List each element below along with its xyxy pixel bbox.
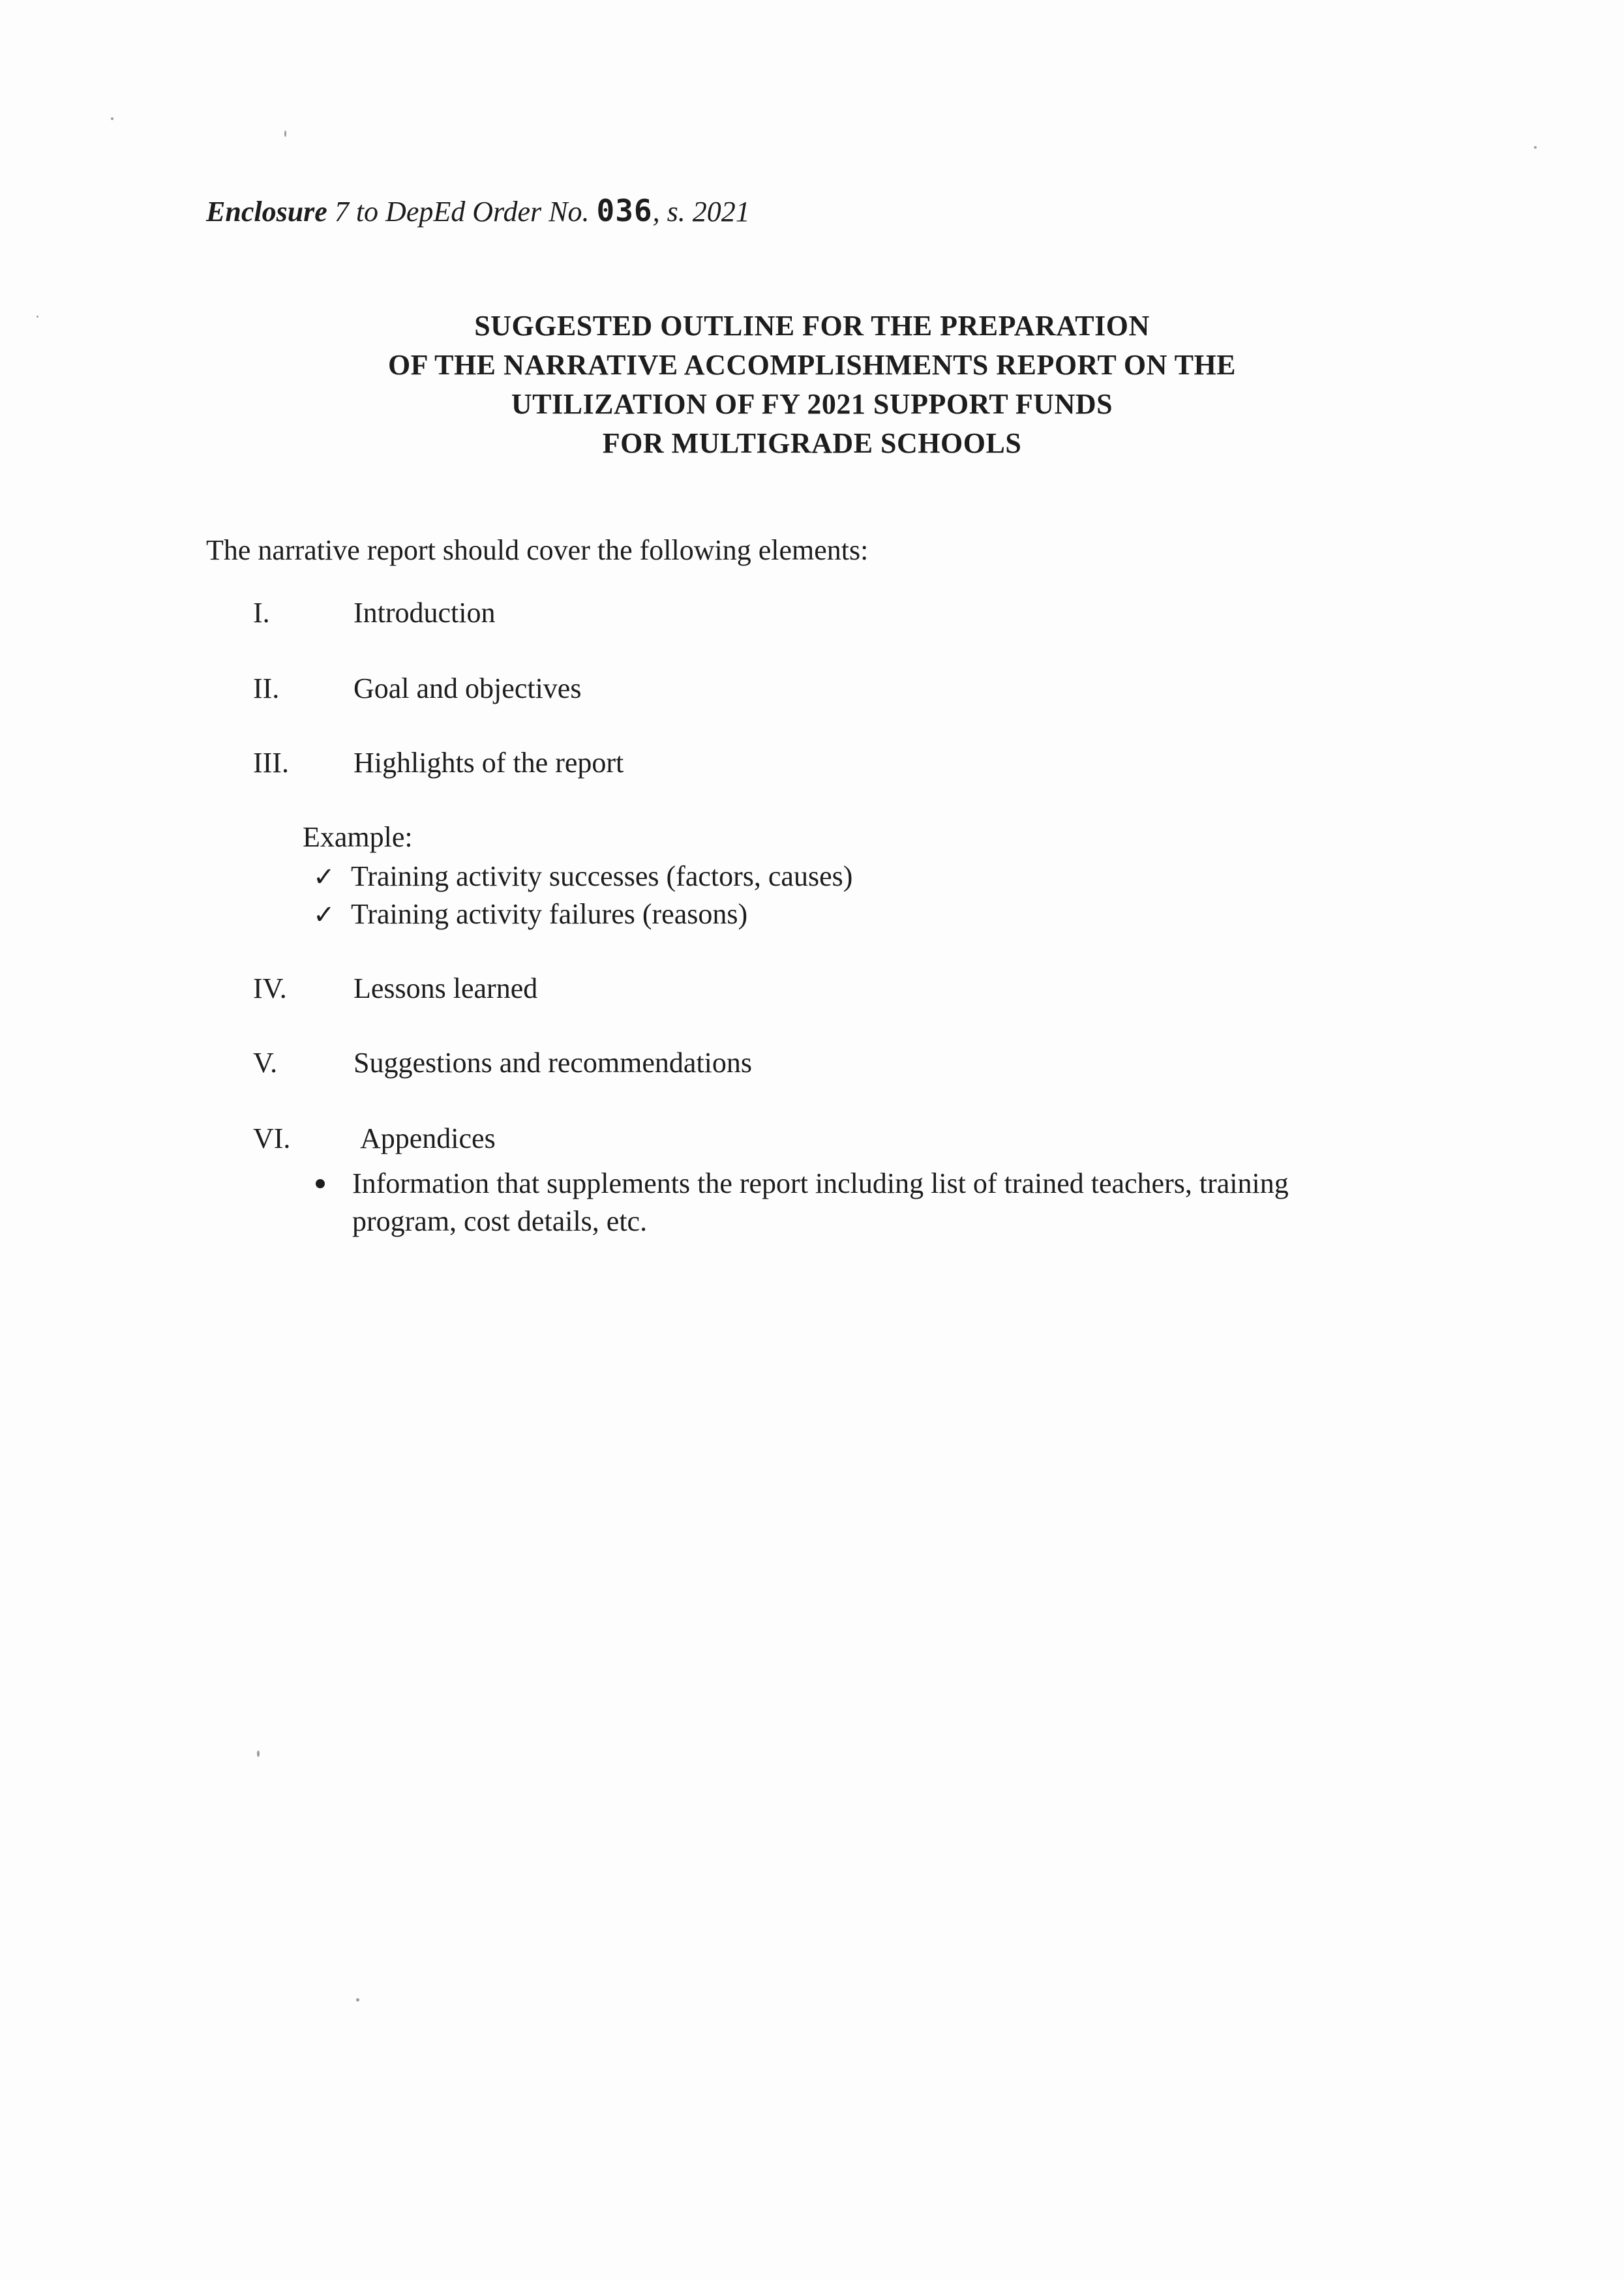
check-item: [313, 897, 747, 931]
example-label: Example:: [303, 821, 413, 853]
enclosure-reference: [206, 193, 750, 228]
check-item: [313, 860, 852, 893]
outline-number: VI.: [253, 1122, 291, 1154]
bullet-text-line: program, cost details, etc.: [352, 1205, 648, 1237]
title-line: UTILIZATION OF FY 2021 SUPPORT FUNDS: [511, 388, 1113, 420]
check-mark-icon: ✓: [313, 862, 335, 892]
scan-speck: [1534, 146, 1537, 149]
scan-speck: [284, 130, 286, 137]
outline-number: II.: [253, 672, 280, 704]
title-line: SUGGESTED OUTLINE FOR THE PREPARATION: [474, 310, 1150, 342]
scan-speck: [257, 1750, 260, 1757]
outline-label: Appendices: [360, 1122, 496, 1154]
title-line: OF THE NARRATIVE ACCOMPLISHMENTS REPORT ON THE: [387, 349, 1237, 381]
enclosure-tail: , s. 2021: [652, 196, 750, 228]
title-line: FOR MULTIGRADE SCHOOLS: [602, 427, 1022, 459]
outline-number: III.: [253, 747, 289, 779]
document-title: [0, 307, 1624, 463]
scan-speck: [356, 1998, 359, 2002]
outline-label: Goal and objectives: [353, 672, 582, 704]
check-mark-icon: ✓: [313, 900, 335, 930]
bullet-dot-icon: [316, 1179, 325, 1188]
scan-speck: [111, 117, 113, 120]
check-text: Training activity successes (factors, causes): [351, 860, 853, 892]
enclosure-lead: Enclosure: [206, 196, 327, 228]
appendices-bullet: [316, 1165, 1437, 1240]
enclosure-middle: 7 to DepEd Order No.: [327, 196, 597, 228]
outline-number: I.: [253, 597, 270, 629]
outline-label: Lessons learned: [353, 972, 538, 1004]
outline-number: IV.: [253, 972, 287, 1004]
outline-number: V.: [253, 1047, 278, 1079]
order-number: 036: [596, 193, 653, 228]
intro-paragraph: The narrative report should cover the following elements:: [206, 534, 869, 566]
outline-label: Introduction: [353, 597, 496, 629]
outline-label: Suggestions and recommendations: [353, 1047, 753, 1079]
outline-label: Highlights of the report: [353, 747, 624, 779]
bullet-text-line: Information that supplements the report including list of trained teachers, training: [352, 1167, 1289, 1199]
check-text: Training activity failures (reasons): [351, 898, 748, 930]
